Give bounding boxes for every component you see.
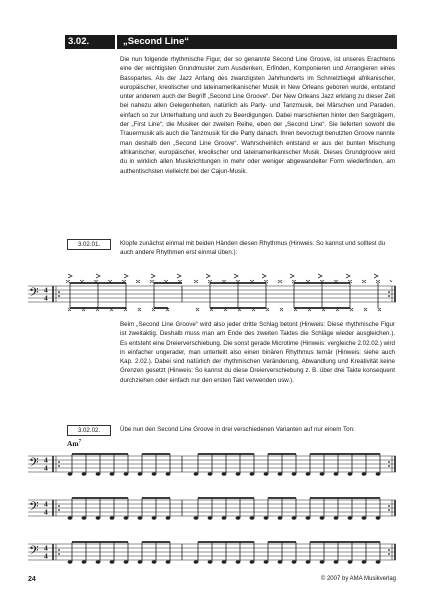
time-signature-bottom: 4 [44,293,48,303]
time-signature-top: 4 [44,543,48,553]
note-heads [68,516,381,519]
exercise-number-box: 3.02.01. [67,239,111,250]
exercise-instruction: Klopfe zunächst einmal mit beiden Händen diesen Rhythmus (Hinweis: So kannst und solltest du auch andere Rhythmen erst einmal üben.): [120,240,386,257]
section-title: „Second Line“ [123,36,189,47]
rhythm-notes [66,274,392,311]
note-heads [68,560,381,563]
copyright-notice: © 2007 by AMA Musikverlag [320,576,396,582]
bass-clef-icon: 𝄢 [29,499,39,517]
paragraph-2: Beim „Second Line Groove“ wird also jeder dritte Schlag betont (Hinweis: Diese rhythmische Figur ist zweitaktig. Deshalb muss man am Ende des zweiten Taktes die Schläge wieder ausgleichen.). Es entsteht eine Dreierverschiebung. Die sonst gerade Microtime (Hinweis: vergleiche 2.02.02.) wird in einfacher ungerader, man unterteilt also einen binären Rhythmus ternär (Hinweis: siehe auch Kap. 2.02.). Dabei sind natürlich der rhythmischen Veränderung, Abwandlung und Kreativität keine Grenzen gesetzt (Hinweis: So kannst du diese Dreierverschiebung z. B. über drei Takte konsequent durchziehen oder einfach nur den ersten Takt verwenden usw.). [120,321,395,384]
page-number: 24 [28,576,36,583]
rhythm-staff [0,272,424,316]
chord-root: Am [67,439,79,448]
time-signature-top: 4 [44,455,48,465]
intro-paragraph: Die nun folgende rhythmische Figur, der so genannte Second Line Groove, ist unseres Erachtens eine der wichtigsten Grundmuster zum Ausdenken, Erfinden, Komponieren und Arrangieren eines Basspartes. Als der Jazz Anfang des zwanzigsten Jahrhunderts im Schmelztiegel afrikanischer, europäischer, kreolischer und lateinamerikanischer Musik in New Orleans geboren wurde, entstand unter anderem auch der Begriff „Second Line Groove“. Der New Orleans Jazz erklang zu dieser Zeit bei nahezu allen Gelegenheiten, natürlich als Party- und Tanzmusik, bei Märschen und Paraden, einfach so zur Unterhaltung und auch zu Beerdigungen. Dabei marschierten hinter den Sargträgern, der „First Line“, die Musiker der zweiten Reihe, eben der „Second Line“. Sie lieferten sowohl die Trauermusik als auch die Tanzmusik für die Party danach. Ihren bevorzugt benutzten Groove nannte man deshalb den „Second Line Groove“. Wahrscheinlich entstand er aus der bunten Mischung afrikanischer, europäischer, kreolischer und lateinamerikanischer Musik. Dieses Grundgroove wird du in wirklich allen Musikrichtungen in mehr oder weniger abgewandelter Form wiederfinden, am authentischsten vielleicht bei der Cajun-Musik. [120,56,395,175]
exercise-instruction-2: Übe nun den Second Line Groove in drei verschiedenen Varianten auf nur einem Ton: [120,426,355,433]
header-divider [115,35,117,49]
section-header [65,35,397,49]
time-signature-bottom: 4 [44,507,48,517]
bass-clef-icon: 𝄢 [29,285,39,303]
time-signature-top: 4 [44,499,48,509]
bass-staff-1 [0,446,424,480]
bass-staff-2 [0,490,424,524]
chord-extension: 7 [78,439,82,445]
note-heads [68,472,381,475]
time-signature-bottom: 4 [44,551,48,561]
bass-clef-icon: 𝄢 [29,543,39,561]
time-signature-top: 4 [44,285,48,295]
bass-clef-icon: 𝄢 [29,455,39,473]
time-signature-bottom: 4 [44,463,48,473]
section-number: 3.02. [68,36,90,47]
bass-staff-3 [0,534,424,568]
exercise-number-box-2: 3.02.02. [67,425,111,436]
